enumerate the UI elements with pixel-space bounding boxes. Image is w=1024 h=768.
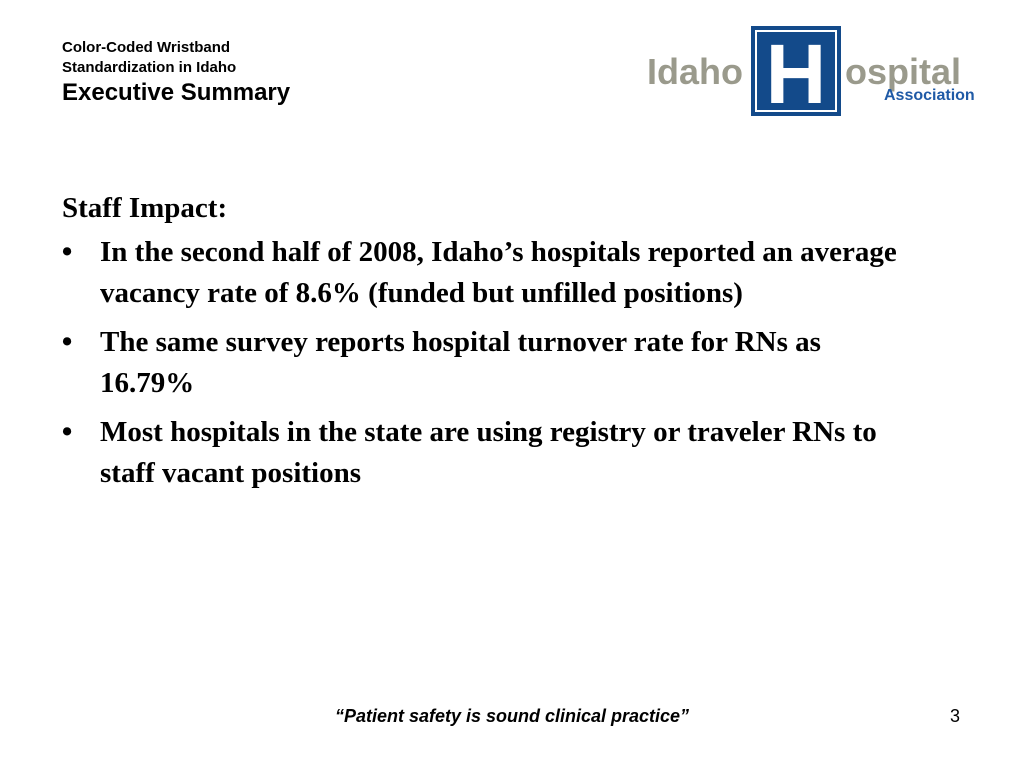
bullet-dot: • (62, 236, 73, 268)
header-title: Executive Summary (62, 79, 291, 106)
bullet-dot: • (62, 326, 73, 358)
bullet-item (62, 232, 920, 314)
section-heading: Staff Impact: (62, 192, 228, 224)
header-line-2: Standardization in Idaho (62, 59, 237, 76)
bullet-list (62, 232, 952, 494)
bullet-text: The same survey reports hospital turnover rate for RNs as 16.79% (100, 326, 821, 399)
idaho-hospital-association-logo (645, 24, 995, 118)
bullet-item (62, 322, 920, 404)
logo-word-idaho: Idaho (647, 51, 743, 92)
header-block (62, 38, 290, 108)
bullet-text: Most hospitals in the state are using registry or traveler RNs to staff vacant positions (100, 416, 877, 489)
bullet-text: In the second half of 2008, Idaho’s hospitals reported an average vacancy rate of 8.6% (funded but unfilled positions) (100, 236, 897, 309)
bullet-item (62, 412, 920, 494)
logo-letter-h: H (765, 27, 827, 118)
page-number: 3 (950, 706, 961, 726)
header-line-1: Color-Coded Wristband (62, 39, 231, 56)
footer-tagline: “Patient safety is sound clinical practice” (334, 706, 690, 726)
content-area (62, 188, 952, 502)
logo-word-ospital: ospital (845, 51, 962, 92)
logo-word-association: Association (884, 87, 975, 104)
bullet-dot: • (62, 416, 73, 448)
